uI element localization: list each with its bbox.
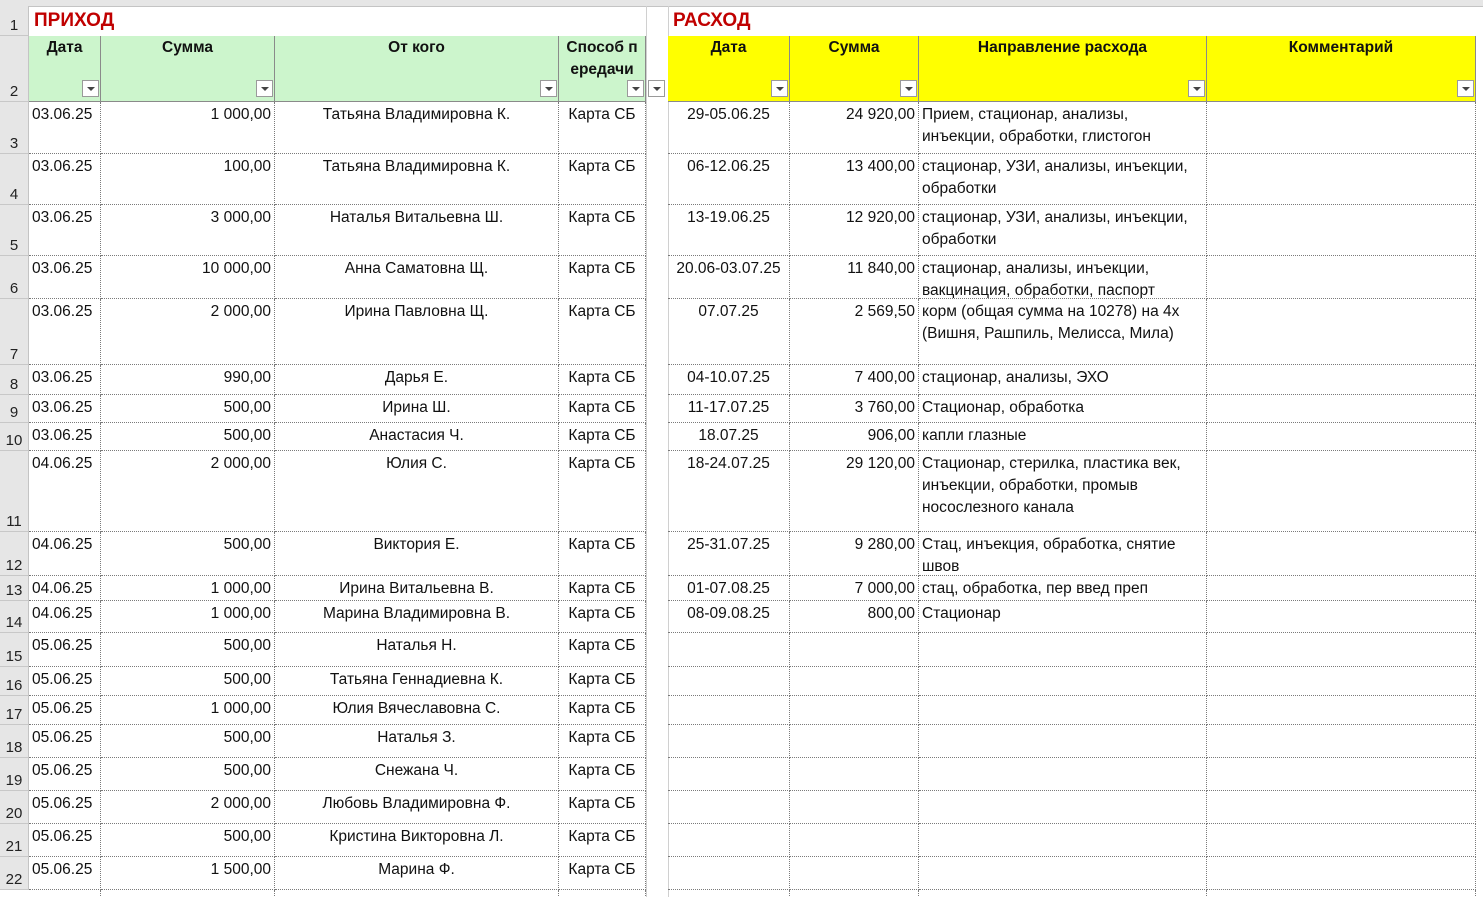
income-date-cell[interactable]: 05.06.25 (29, 824, 101, 857)
partial-row-cell[interactable] (29, 890, 101, 897)
row-header[interactable] (0, 633, 29, 667)
expense-direction-cell[interactable]: Стац, инъекция, обработка, снятие швов (919, 532, 1207, 576)
expense-comment-cell[interactable] (1207, 256, 1476, 299)
expense-comment-cell[interactable] (1207, 667, 1476, 696)
expense-direction-cell[interactable] (919, 791, 1207, 824)
expense-amount-cell[interactable] (790, 824, 919, 857)
row-header[interactable] (0, 102, 29, 154)
income-amount-cell[interactable]: 500,00 (101, 423, 275, 451)
column-header-strip[interactable] (0, 0, 1483, 7)
expense-comment-cell[interactable] (1207, 102, 1476, 154)
expense-direction-cell[interactable]: стац, обработка, пер введ преп (919, 576, 1207, 601)
expense-direction-cell[interactable] (919, 857, 1207, 890)
expense-date-cell[interactable]: 18-24.07.25 (668, 451, 790, 532)
row-header[interactable] (0, 532, 29, 576)
expense-direction-cell[interactable]: Стационар, стерилка, пластика век, инъекции, обработки, промыв носослезного канала (919, 451, 1207, 532)
income-from-cell[interactable]: Дарья Е. (275, 365, 559, 395)
row-number: 16 (5, 677, 23, 694)
income-header-date: Дата (29, 36, 101, 102)
row-header[interactable] (0, 365, 29, 395)
income-method-cell[interactable]: Карта СБ (559, 256, 646, 299)
income-date-cell[interactable]: 05.06.25 (29, 667, 101, 696)
expense-comment-cell[interactable] (1207, 154, 1476, 205)
expense-comment-cell[interactable] (1207, 857, 1476, 890)
income-method-cell[interactable]: Карта СБ (559, 758, 646, 791)
income-date-cell[interactable]: 04.06.25 (29, 576, 101, 601)
expense-amount-cell[interactable]: 7 000,00 (790, 576, 919, 601)
partial-row-cell[interactable] (1207, 890, 1476, 897)
row-number: 1 (9, 17, 19, 34)
income-amount-cell[interactable]: 500,00 (101, 633, 275, 667)
income-method-cell[interactable]: Карта СБ (559, 601, 646, 633)
row-number: 17 (5, 706, 23, 723)
income-from-cell[interactable]: Марина Ф. (275, 857, 559, 890)
income-from-cell[interactable]: Юлия Вячеславовна С. (275, 696, 559, 725)
partial-row-cell[interactable] (559, 890, 646, 897)
row-number: 10 (5, 432, 23, 449)
income-method-cell[interactable]: Карта СБ (559, 696, 646, 725)
filter-dropdown-button[interactable] (627, 80, 644, 97)
expense-comment-cell[interactable] (1207, 395, 1476, 423)
income-date-cell[interactable]: 05.06.25 (29, 696, 101, 725)
expense-direction-cell[interactable]: стационар, анализы, инъекции, вакцинация, обработки, паспорт (919, 256, 1207, 299)
row-header[interactable] (0, 256, 29, 299)
income-amount-cell[interactable]: 1 000,00 (101, 696, 275, 725)
expense-comment-cell[interactable] (1207, 365, 1476, 395)
expense-date-cell[interactable]: 01-07.08.25 (668, 576, 790, 601)
partial-row-cell[interactable] (790, 890, 919, 897)
income-method-cell[interactable]: Карта СБ (559, 299, 646, 365)
expense-date-cell[interactable]: 29-05.06.25 (668, 102, 790, 154)
income-header-amount: Сумма (101, 36, 275, 102)
income-method-cell[interactable]: Карта СБ (559, 423, 646, 451)
income-date-cell[interactable]: 05.06.25 (29, 791, 101, 824)
expense-comment-cell[interactable] (1207, 758, 1476, 791)
expense-direction-cell[interactable] (919, 696, 1207, 725)
row-header[interactable] (0, 6, 29, 36)
filter-dropdown-button[interactable] (1457, 80, 1474, 97)
income-date-cell[interactable]: 03.06.25 (29, 102, 101, 154)
income-method-cell[interactable]: Карта СБ (559, 532, 646, 576)
row-number: 13 (5, 582, 23, 599)
expense-date-cell[interactable]: 06-12.06.25 (668, 154, 790, 205)
expense-direction-cell[interactable]: стационар, УЗИ, анализы, инъекции, обработки (919, 205, 1207, 256)
expense-amount-cell[interactable]: 11 840,00 (790, 256, 919, 299)
expense-direction-cell[interactable]: стационар, анализы, ЭХО (919, 365, 1207, 395)
expense-amount-cell[interactable] (790, 696, 919, 725)
income-date-cell[interactable]: 04.06.25 (29, 532, 101, 576)
expense-date-cell[interactable]: 18.07.25 (668, 423, 790, 451)
income-date-cell[interactable]: 03.06.25 (29, 256, 101, 299)
row-header[interactable] (0, 36, 29, 102)
income-amount-cell[interactable]: 500,00 (101, 824, 275, 857)
filter-dropdown-button[interactable] (900, 80, 917, 97)
income-method-cell[interactable]: Карта СБ (559, 576, 646, 601)
expense-comment-cell[interactable] (1207, 696, 1476, 725)
expense-direction-cell[interactable] (919, 633, 1207, 667)
row-number: 20 (5, 805, 23, 822)
expense-amount-cell[interactable] (790, 633, 919, 667)
income-method-cell[interactable]: Карта СБ (559, 154, 646, 205)
expense-amount-cell[interactable]: 12 920,00 (790, 205, 919, 256)
income-from-cell[interactable]: Наталья Витальевна Ш. (275, 205, 559, 256)
expense-comment-cell[interactable] (1207, 791, 1476, 824)
row-number: 3 (9, 135, 19, 152)
expense-direction-cell[interactable]: стационар, УЗИ, анализы, инъекции, обработки (919, 154, 1207, 205)
filter-dropdown-button[interactable] (771, 80, 788, 97)
column-separator (646, 6, 647, 897)
expense-comment-cell[interactable] (1207, 725, 1476, 758)
expense-amount-cell[interactable]: 13 400,00 (790, 154, 919, 205)
partial-row-cell[interactable] (275, 890, 559, 897)
expense-amount-cell[interactable]: 3 760,00 (790, 395, 919, 423)
expense-date-cell[interactable] (668, 824, 790, 857)
income-amount-cell[interactable]: 1 500,00 (101, 857, 275, 890)
expense-date-cell[interactable] (668, 857, 790, 890)
row-header[interactable] (0, 758, 29, 791)
row-header[interactable] (0, 576, 29, 601)
expense-direction-cell[interactable] (919, 824, 1207, 857)
row-header[interactable] (0, 299, 29, 365)
income-date-cell[interactable]: 04.06.25 (29, 451, 101, 532)
income-method-cell[interactable]: Карта СБ (559, 791, 646, 824)
expense-date-cell[interactable]: 25-31.07.25 (668, 532, 790, 576)
income-method-cell[interactable]: Карта СБ (559, 857, 646, 890)
row-number: 4 (9, 186, 19, 203)
expense-amount-cell[interactable]: 24 920,00 (790, 102, 919, 154)
row-header[interactable] (0, 696, 29, 725)
expense-header-direction: Направление расхода (919, 36, 1207, 102)
income-from-cell[interactable]: Анна Саматовна Щ. (275, 256, 559, 299)
income-method-cell[interactable]: Карта СБ (559, 667, 646, 696)
income-from-cell[interactable]: Марина Владимировна В. (275, 601, 559, 633)
row-header[interactable] (0, 857, 29, 890)
row-number: 11 (6, 513, 22, 530)
expense-direction-cell[interactable]: капли глазные (919, 423, 1207, 451)
expense-date-cell[interactable]: 04-10.07.25 (668, 365, 790, 395)
row-number: 18 (5, 739, 23, 756)
income-title: ПРИХОД (34, 10, 115, 31)
expense-amount-cell[interactable]: 9 280,00 (790, 532, 919, 576)
expense-amount-cell[interactable] (790, 791, 919, 824)
row-header[interactable] (0, 205, 29, 256)
income-method-cell[interactable]: Карта СБ (559, 395, 646, 423)
income-amount-cell[interactable]: 2 000,00 (101, 791, 275, 824)
filter-dropdown-button[interactable] (540, 80, 557, 97)
filter-dropdown-button[interactable] (256, 80, 273, 97)
income-from-cell[interactable]: Ирина Витальевна В. (275, 576, 559, 601)
income-date-cell[interactable]: 03.06.25 (29, 395, 101, 423)
income-date-cell[interactable]: 04.06.25 (29, 601, 101, 633)
income-from-cell[interactable]: Снежана Ч. (275, 758, 559, 791)
row-number: 9 (9, 404, 19, 421)
income-header-from: От кого (275, 36, 559, 102)
expense-direction-cell[interactable]: Стационар (919, 601, 1207, 633)
expense-amount-cell[interactable] (790, 667, 919, 696)
expense-amount-cell[interactable] (790, 725, 919, 758)
income-from-cell[interactable]: Кристина Викторовна Л. (275, 824, 559, 857)
expense-amount-cell[interactable]: 800,00 (790, 601, 919, 633)
expense-comment-cell[interactable] (1207, 601, 1476, 633)
income-method-cell[interactable]: Карта СБ (559, 365, 646, 395)
filter-dropdown-button[interactable] (1188, 80, 1205, 97)
expense-amount-cell[interactable] (790, 758, 919, 791)
income-from-cell[interactable]: Ирина Ш. (275, 395, 559, 423)
expense-title: РАСХОД (673, 10, 751, 31)
expense-date-cell[interactable]: 08-09.08.25 (668, 601, 790, 633)
income-from-cell[interactable]: Татьяна Владимировна К. (275, 154, 559, 205)
expense-direction-cell[interactable]: Прием, стационар, анализы, инъекции, обработки, глистогон (919, 102, 1207, 154)
row-number: 6 (9, 280, 19, 297)
income-amount-cell[interactable]: 1 000,00 (101, 102, 275, 154)
row-number: 22 (5, 871, 23, 888)
income-method-cell[interactable]: Карта СБ (559, 205, 646, 256)
income-amount-cell[interactable]: 100,00 (101, 154, 275, 205)
expense-comment-cell[interactable] (1207, 205, 1476, 256)
income-from-cell[interactable]: Наталья З. (275, 725, 559, 758)
expense-direction-cell[interactable]: Стационар, обработка (919, 395, 1207, 423)
income-amount-cell[interactable]: 500,00 (101, 758, 275, 791)
income-amount-cell[interactable]: 10 000,00 (101, 256, 275, 299)
row-header[interactable] (0, 451, 29, 532)
income-date-cell[interactable]: 03.06.25 (29, 299, 101, 365)
expense-header-amount: Сумма (790, 36, 919, 102)
row-number: 21 (5, 838, 23, 855)
partial-row-cell[interactable] (668, 890, 790, 897)
income-from-cell[interactable]: Юлия С. (275, 451, 559, 532)
expense-date-cell[interactable] (668, 725, 790, 758)
expense-comment-cell[interactable] (1207, 824, 1476, 857)
income-date-cell[interactable]: 03.06.25 (29, 365, 101, 395)
expense-comment-cell[interactable] (1207, 576, 1476, 601)
row-number: 14 (5, 614, 23, 631)
income-from-cell[interactable]: Любовь Владимировна Ф. (275, 791, 559, 824)
income-from-cell[interactable]: Анастасия Ч. (275, 423, 559, 451)
income-date-cell[interactable]: 03.06.25 (29, 423, 101, 451)
income-amount-cell[interactable]: 2 000,00 (101, 299, 275, 365)
expense-date-cell[interactable] (668, 633, 790, 667)
income-date-cell[interactable]: 05.06.25 (29, 758, 101, 791)
income-method-cell[interactable]: Карта СБ (559, 102, 646, 154)
row-number: 15 (5, 648, 23, 665)
row-number: 2 (9, 83, 19, 100)
row-header[interactable] (0, 601, 29, 633)
row-number: 19 (5, 772, 23, 789)
income-header-method: Способ передачи (559, 36, 646, 102)
income-amount-cell[interactable]: 990,00 (101, 365, 275, 395)
expense-date-cell[interactable]: 11-17.07.25 (668, 395, 790, 423)
expense-comment-cell[interactable] (1207, 299, 1476, 365)
income-from-cell[interactable]: Виктория Е. (275, 532, 559, 576)
expense-amount-cell[interactable]: 7 400,00 (790, 365, 919, 395)
income-from-cell[interactable]: Татьяна Геннадиевна К. (275, 667, 559, 696)
income-from-cell[interactable]: Татьяна Владимировна К. (275, 102, 559, 154)
income-date-cell[interactable]: 05.06.25 (29, 633, 101, 667)
row-header[interactable] (0, 791, 29, 824)
row-number: 12 (5, 557, 23, 574)
filter-dropdown-button[interactable] (648, 80, 665, 97)
income-method-cell[interactable]: Карта СБ (559, 824, 646, 857)
partial-row-cell[interactable] (101, 890, 275, 897)
income-date-cell[interactable]: 03.06.25 (29, 154, 101, 205)
expense-comment-cell[interactable] (1207, 633, 1476, 667)
row-number: 8 (9, 376, 19, 393)
expense-header-date: Дата (668, 36, 790, 102)
row-number: 7 (9, 346, 19, 363)
expense-amount-cell[interactable]: 29 120,00 (790, 451, 919, 532)
row-header[interactable] (0, 154, 29, 205)
expense-amount-cell[interactable]: 906,00 (790, 423, 919, 451)
income-from-cell[interactable]: Наталья Н. (275, 633, 559, 667)
expense-date-cell[interactable] (668, 696, 790, 725)
income-amount-cell[interactable]: 2 000,00 (101, 451, 275, 532)
income-method-cell[interactable]: Карта СБ (559, 725, 646, 758)
expense-direction-cell[interactable]: корм (общая сумма на 10278) на 4х (Вишня, Рашпиль, Мелисса, Мила) (919, 299, 1207, 365)
row-header[interactable] (0, 667, 29, 696)
expense-date-cell[interactable]: 20.06-03.07.25 (668, 256, 790, 299)
income-date-cell[interactable]: 05.06.25 (29, 857, 101, 890)
expense-date-cell[interactable] (668, 791, 790, 824)
income-amount-cell[interactable]: 500,00 (101, 667, 275, 696)
income-amount-cell[interactable]: 500,00 (101, 395, 275, 423)
row-header[interactable] (0, 395, 29, 423)
expense-header-comment: Комментарий (1207, 36, 1476, 102)
expense-date-cell[interactable] (668, 758, 790, 791)
expense-comment-cell[interactable] (1207, 423, 1476, 451)
income-amount-cell[interactable]: 500,00 (101, 532, 275, 576)
filter-dropdown-button[interactable] (82, 80, 99, 97)
income-amount-cell[interactable]: 1 000,00 (101, 576, 275, 601)
row-header[interactable] (0, 423, 29, 451)
expense-comment-cell[interactable] (1207, 532, 1476, 576)
expense-direction-cell[interactable] (919, 758, 1207, 791)
income-date-cell[interactable]: 05.06.25 (29, 725, 101, 758)
income-date-cell[interactable]: 03.06.25 (29, 205, 101, 256)
income-amount-cell[interactable]: 500,00 (101, 725, 275, 758)
income-method-cell[interactable]: Карта СБ (559, 451, 646, 532)
expense-date-cell[interactable] (668, 667, 790, 696)
income-from-cell[interactable]: Ирина Павловна Щ. (275, 299, 559, 365)
expense-direction-cell[interactable] (919, 725, 1207, 758)
income-amount-cell[interactable]: 1 000,00 (101, 601, 275, 633)
row-header[interactable] (0, 824, 29, 857)
row-header[interactable] (0, 725, 29, 758)
expense-amount-cell[interactable] (790, 857, 919, 890)
income-method-cell[interactable]: Карта СБ (559, 633, 646, 667)
partial-row-cell[interactable] (919, 890, 1207, 897)
income-amount-cell[interactable]: 3 000,00 (101, 205, 275, 256)
row-number: 5 (9, 237, 19, 254)
expense-comment-cell[interactable] (1207, 451, 1476, 532)
expense-date-cell[interactable]: 13-19.06.25 (668, 205, 790, 256)
expense-date-cell[interactable]: 07.07.25 (668, 299, 790, 365)
expense-amount-cell[interactable]: 2 569,50 (790, 299, 919, 365)
expense-direction-cell[interactable] (919, 667, 1207, 696)
